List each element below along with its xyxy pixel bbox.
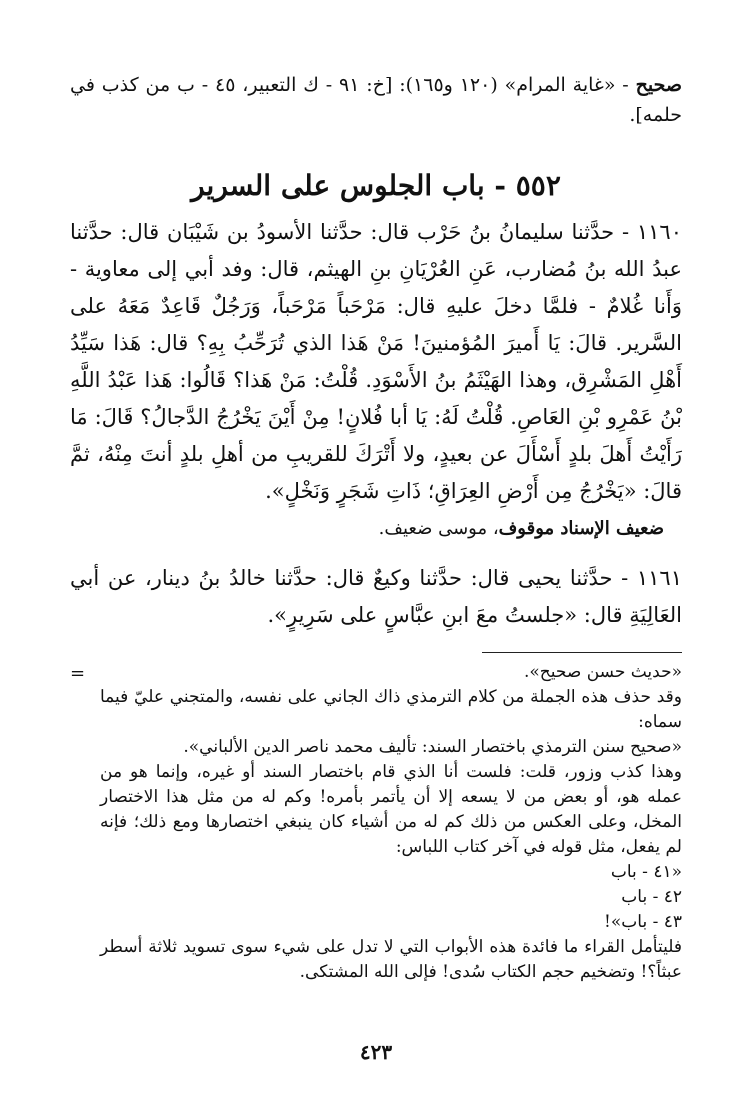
footnote-continuation-mark: = bbox=[70, 663, 86, 684]
footnote-line: ٤٣ - باب»! bbox=[604, 912, 682, 932]
hadith-text: - حدَّثنا يحيى قال: حدَّثنا وكيعٌ قال: حدَّثنا خالدُ بنُ دينار، عن أبي العَالِيَةِ قال: «جلستُ معَ ابنِ عبَّاسٍ على سَرِيرٍ». bbox=[70, 566, 682, 627]
hadith-number: ١١٦٠ bbox=[636, 220, 682, 244]
footnote-line: وقد حذف هذه الجملة من كلام الترمذي ذاك الجاني على نفسه، والمتجني عليّ فيما سماه: bbox=[100, 687, 682, 732]
grade-note-text: - «غاية المرام» (١٢٠ و١٦٥): [خ: ٩١ - ك التعبير، ٤٥ - ب من كذب في حلمه]. bbox=[70, 74, 682, 126]
page-number: ٤٢٣ bbox=[359, 1040, 393, 1064]
footnote-line: فليتأمل القراء ما فائدة هذه الأبواب التي لا تدل على شيء سوى تسويد ثلاثة أسطر عبثاً؟! وتضخيم حجم الكتاب سُدى! فإلى الله المشتكى. bbox=[100, 937, 682, 982]
footnote-line: ٤٢ - باب bbox=[621, 887, 682, 907]
footnote-line: «حديث حسن صحيح». bbox=[524, 662, 682, 682]
hadith-1160-grade bbox=[379, 516, 664, 542]
grade-strong-label: ضعيف الإسناد موقوف bbox=[498, 518, 664, 539]
hadith-1161 bbox=[70, 560, 682, 634]
footnote-line: وهذا كذب وزور، قلت: فلست أنا الذي قام باختصار السند أو غيره، وإنما هو من عمله هو، أو بعض من لا يسعه إلا أن يأتمر بأمره! وكم له من مثل هذا الاختصار المخل، وعلى العكس من ذلك كم له من أشياء كان ينبغي اختصارها ومع ذلك؛ فإنه لم يفعل، مثل قوله في آخر كتاب اللباس: bbox=[100, 762, 682, 857]
footnote-chapter-list bbox=[100, 860, 682, 935]
footnote-line: «صحيح سنن الترمذي باختصار السند: تأليف محمد ناصر الدين الألباني». bbox=[183, 737, 682, 757]
previous-hadith-grade-note bbox=[70, 70, 682, 130]
footnote bbox=[100, 660, 682, 985]
hadith-1160 bbox=[70, 214, 682, 510]
grade-label: صحيح bbox=[635, 74, 682, 96]
chapter-heading: ٥٥٢ - باب الجلوس على السرير bbox=[191, 169, 561, 202]
footnote-separator bbox=[482, 652, 682, 653]
hadith-number: ١١٦١ bbox=[636, 566, 682, 590]
footnote-line: «٤١ - باب bbox=[610, 862, 682, 882]
grade-rest: ، موسى ضعيف. bbox=[378, 518, 499, 539]
hadith-text: - حدَّثنا سليمانُ بنُ حَرْب قال: حدَّثنا الأسودُ بن شَيْبَان قال: حدَّثنا عبدُ الله بنُ مُضارب، عَنِ العُرْيَانِ بنِ الهيثم، قال: وفد أبي إلى معاوية - وَأَنا غُلامٌ - فلمَّا دخلَ عليهِ قال: مَرْحَباً مَرْحَباً، وَرَجُلٌ قَاعِدٌ مَعَهُ على السَّرير. قالَ: يَا أَميرَ المُؤمنينَ! مَنْ هَذا الذي تُرَحِّبُ بِهِ؟ قال: هَذا سَيِّدُ أَهْلِ المَشْرِق، وهذا الهَيْثَمُ بنُ الأَسْوَدِ. قُلْتُ: مَنْ هَذا؟ قَالُوا: هَذا عَبْدُ اللَّهِ بْنُ عَمْرِو بْنِ العَاصِ. قُلْتُ لَهُ: يَا أبا فُلانٍ! مِنْ أَيْنَ يَخْرُجُ الدَّجالُ؟ قَالَ: مَا رَأَيْتُ أَهلَ بلدٍ أَسْأَلَ عن بعيدٍ، ولا أَتْرَكَ للقريبِ من أهلِ بلدٍ أنتَ مِنْهُ، ثمَّ قالَ: «يَخْرُجُ مِن أَرْضِ العِرَاقِ؛ ذَاتِ شَجَرٍ وَنَخْلٍ». bbox=[70, 220, 682, 503]
